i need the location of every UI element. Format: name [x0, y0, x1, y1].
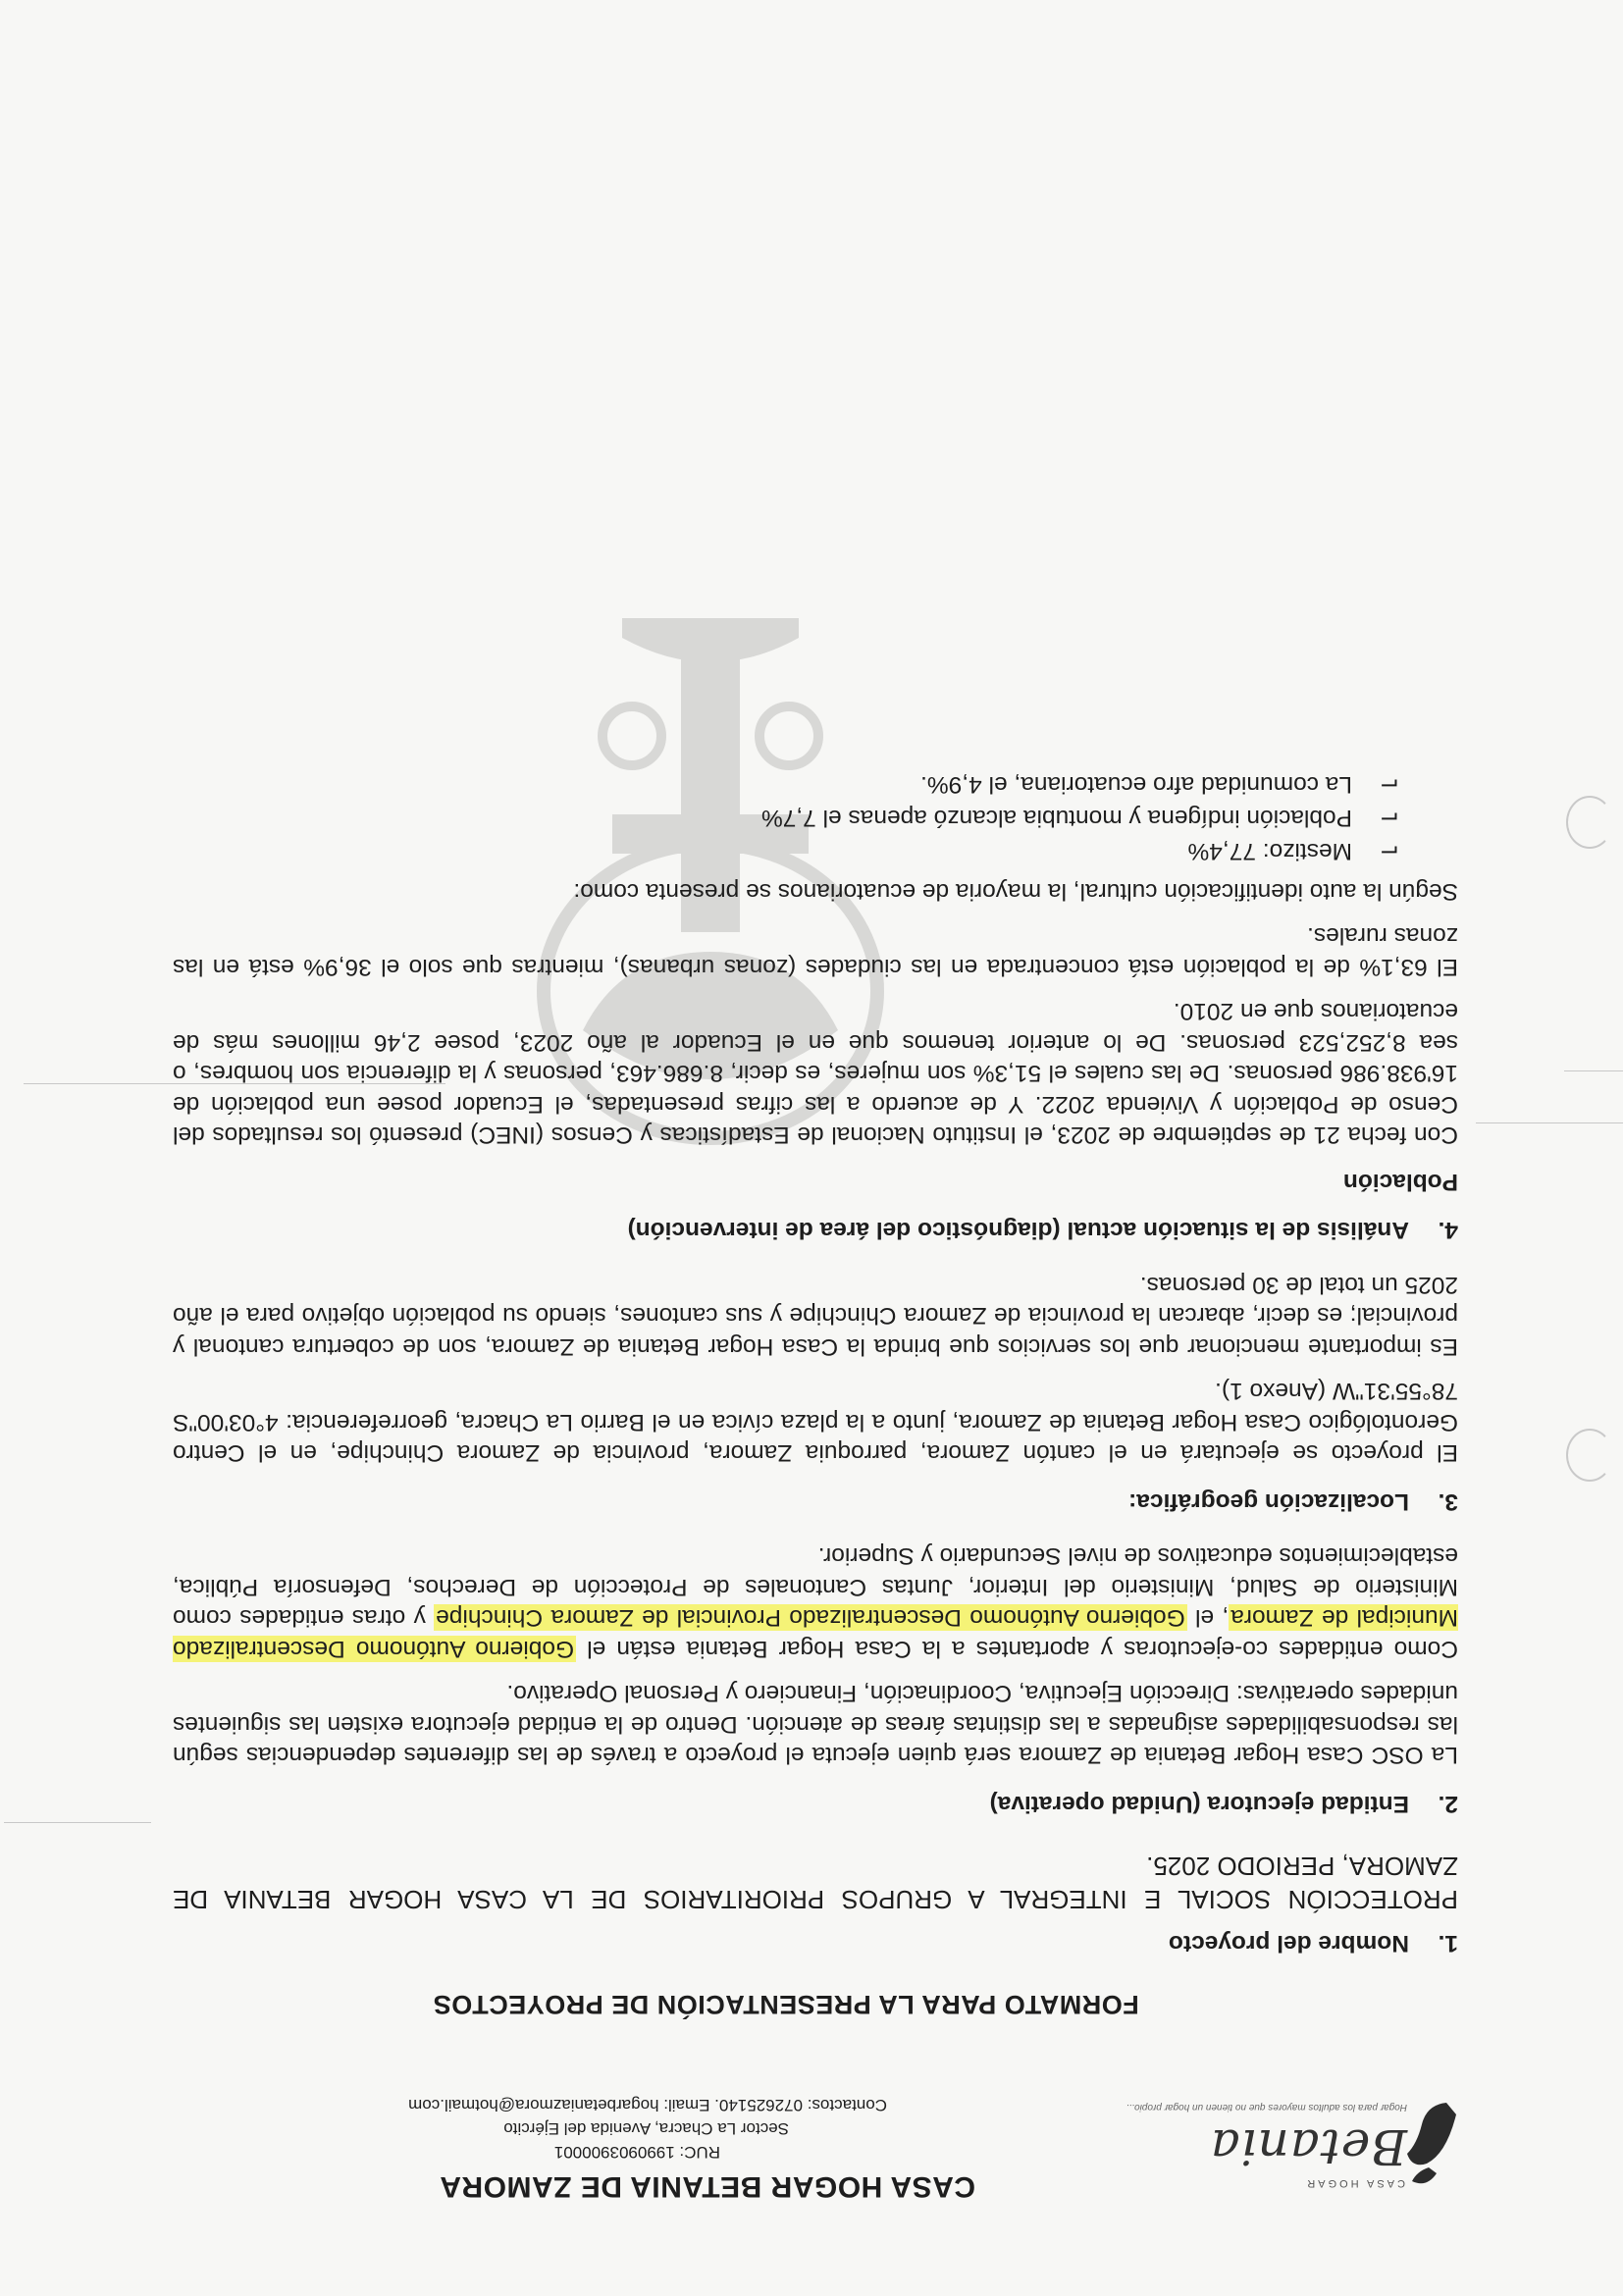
list-item [173, 768, 1399, 802]
list-item-text: La comunidad afro ecuatoriana, el 4,9%. [920, 771, 1352, 799]
bullet-mark: ⌐ [1379, 770, 1399, 800]
section-number: 2. [1438, 1791, 1458, 1817]
section-number: 4. [1438, 1217, 1458, 1244]
organization-address: Sector La Chacra, Avenida del Ejército [503, 2119, 789, 2138]
section-4-paragraph-1: Con fecha 21 de septiembre de 2023, el Instituto Nacional de Estadísticas y Censos (INEC) presentó los resultados del Censo de Población y Vivienda 2022. Y de acuerdo a las cifras presentadas, el Ecuador posee una población de 16'938.986 personas. De las cuales el 51,3% son mujeres, es decir, 8.686.463, personas y la diferencia son hombres, o sea 8,252,523 personas. De lo anterior tenemos que en el Ecuador al año 2023, posee 2,46 millones más de ecuatorianos que en 2010. [173, 998, 1458, 1149]
bullet-mark: ⌐ [1379, 837, 1399, 866]
section-3-paragraph-2: Es importante mencionar que los servicios que brinda la Casa Hogar Betania de Zamora, son de cobertura cantonal y provincial; es decir, abarcan la provincia de Zamora Chinchipe y sus cantones, siendo su población objetivo para el año 2025 un total de 30 personas. [173, 1272, 1458, 1360]
organization-info [131, 2093, 1015, 2203]
bullet-list [173, 768, 1399, 868]
organization-name: CASA HOGAR BETANIA DE ZAMORA [439, 2170, 975, 2203]
section-4-heading [173, 1215, 1458, 1246]
list-item-text: Población indígena y montubia alcanzó apenas el 7,7% [760, 805, 1352, 832]
subsection-heading: Población [1342, 1169, 1458, 1195]
section-3-paragraph-1: El proyecto se ejecutará en el cantón Zamora, parroquia Zamora, provincia de Zamora Chinchipe, en el Centro Gerontológico Casa Hogar Betania de Zamora, junto a la plaza cívica en el Barrio La Chacra, georreferencia: 4°03'00"S 78°55'31"W (Anexo 1). [173, 1378, 1458, 1467]
list-item-text: Mestizo: 77,4% [1187, 838, 1352, 865]
binder-hole-bottom [1566, 1429, 1613, 1482]
scan-streak [1564, 1070, 1623, 1071]
section-title: Entidad ejecutora (Unidad operativa) [989, 1791, 1409, 1817]
logo-caption: CASA HOGAR [1304, 2177, 1405, 2189]
section-1-heading [173, 1928, 1458, 1959]
letterhead [131, 2075, 1466, 2203]
text-run: y otras entidades como Ministerio de Salud, Ministerio del Interior, Juntas Cantonales de Protección de Derechos, Defensoría Pública, establecimientos educativos de nivel Secundario y Superior. [173, 1542, 1458, 1632]
document-title: FORMATO PARA LA PRESENTACIÓN DE PROYECTOS [433, 1990, 1139, 2019]
section-title: Análisis de la situación actual (diagnóstico del área de intervención) [627, 1217, 1409, 1244]
section-4-paragraph-3: Según la auto identificación cultural, la mayoria de ecuatorianos se presenta como: [573, 878, 1458, 905]
scan-streak [1476, 1122, 1623, 1123]
section-title: Nombre del proyecto [1168, 1930, 1409, 1957]
section-title: Localización geográfica: [1128, 1488, 1409, 1515]
list-item [173, 802, 1399, 835]
list-item [173, 835, 1399, 868]
binder-hole-top [1566, 796, 1613, 849]
section-2-paragraph-2 [173, 1540, 1458, 1664]
section-2-heading [173, 1789, 1458, 1820]
section-4-paragraph-2: El 63,1% de la población está concentrada en las ciudades (zonas urbanas), mientras que solo el 36,9% está en las zonas rurales. [173, 922, 1458, 980]
project-name: PROTECCIÓN SOCIAL E INTEGRAL A GRUPOS PRIORITARIOS DE LA CASA HOGAR BETANIA DE ZAMORA, PERIODO 2025. [173, 1852, 1458, 1914]
logo-tagline: Hogar para los adultos mayores que no tienen un hogar propio... [1126, 2102, 1407, 2113]
organization-logo [1126, 2080, 1466, 2203]
section-2-paragraph-1: La OSC Casa Hogar Betania de Zamora será quien ejecuta el proyecto a través de las diferentes dependencias según las responsabilidades asignadas a las distintas áreas de atención. Dentro de la entidad ejecutora existen las siguientes unidades operativas: Dirección Ejecutiva, Coordinación, Financiero y Personal Operativo. [173, 1680, 1458, 1769]
section-3-heading [173, 1487, 1458, 1518]
highlighted-text: Gobierno Autónomo Descentralizado Provincial de Zamora Chinchipe [436, 1604, 1185, 1632]
scan-streak [4, 1822, 151, 1823]
organization-ruc: RUC: 1990903900001 [553, 2143, 720, 2162]
organization-contacts: Contactos: 072625140. Email: hogarbetaniazmora@hotmail.com [408, 2096, 887, 2114]
bullet-mark: ⌐ [1379, 804, 1399, 833]
document-body [173, 768, 1458, 2020]
text-run: Como entidades co-ejecutoras y aportantes a la Casa Hogar Betania están el [576, 1636, 1458, 1662]
logo-script: Betania [1209, 2118, 1407, 2175]
section-number: 1. [1438, 1930, 1458, 1957]
text-run: , el [1186, 1604, 1230, 1632]
highlighted-text: Gobierno Autónomo Descentralizado Municipal de Zamora [173, 1604, 1458, 1662]
hands-logo-icon [1397, 2095, 1466, 2193]
section-number: 3. [1438, 1488, 1458, 1515]
